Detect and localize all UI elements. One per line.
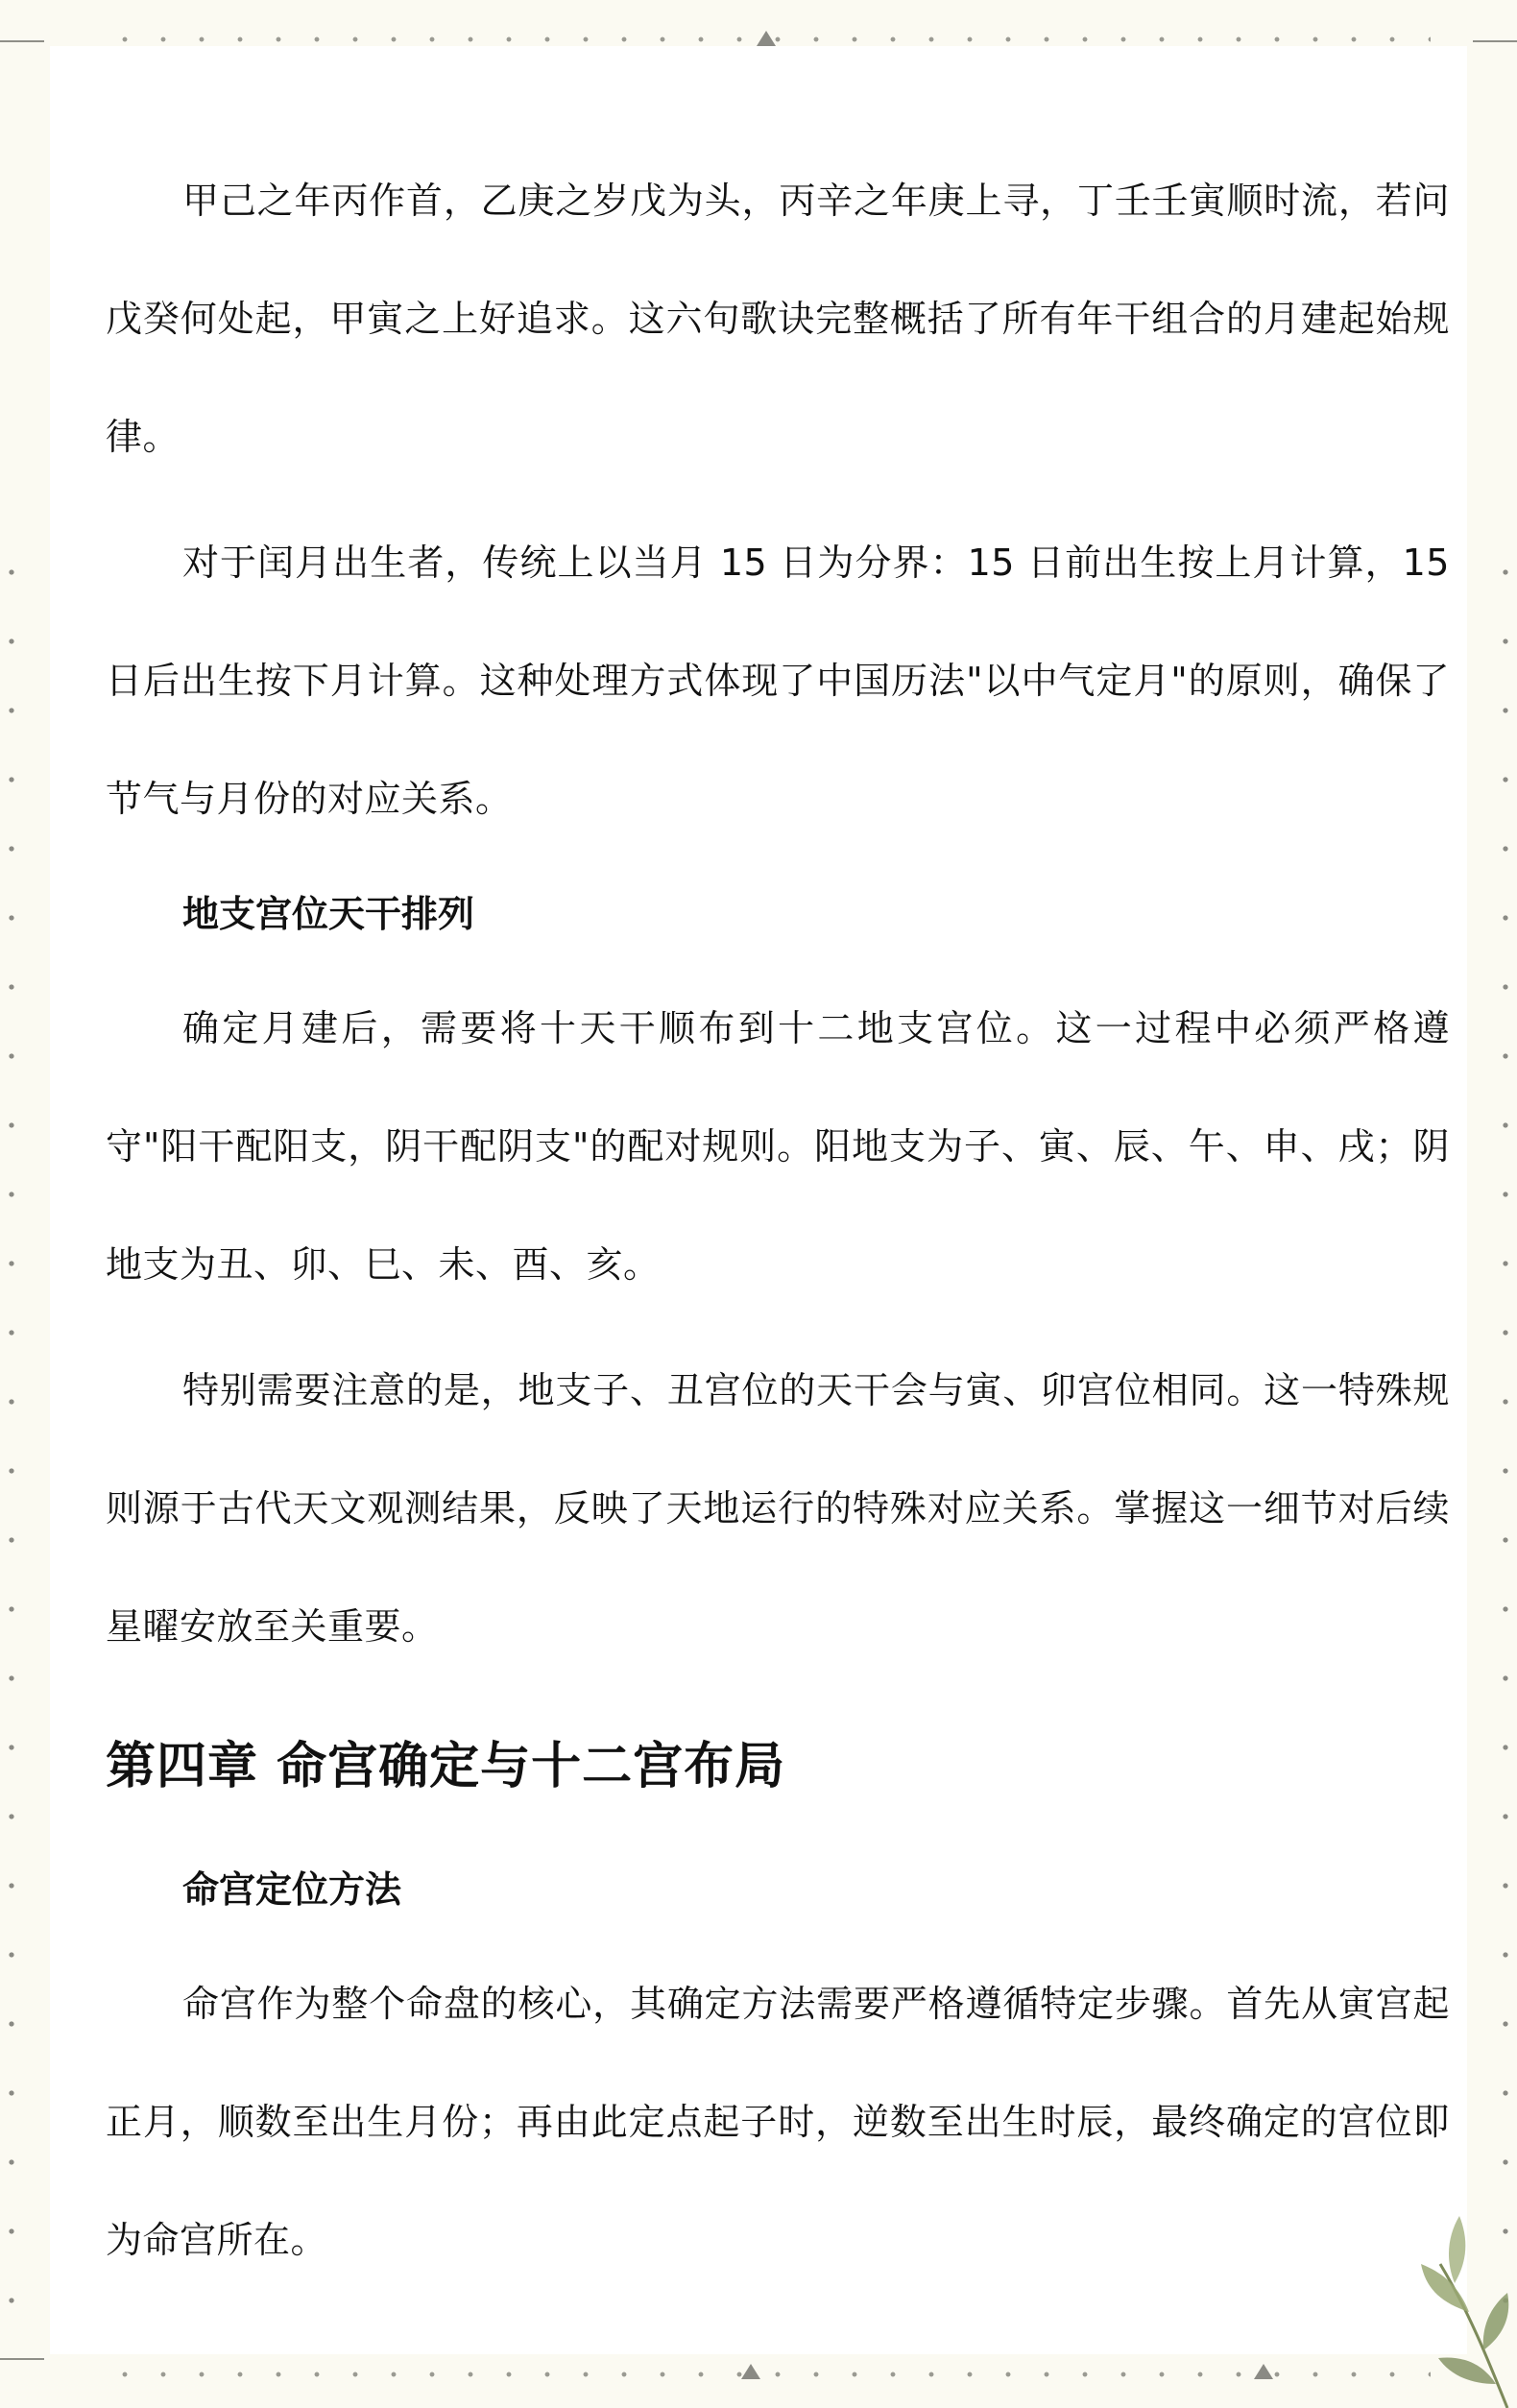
paragraph-leap-month: 对于闰月出生者，传统上以当月 15 日为分界：15 日前出生按上月计算，15 日后出生按下月计算。这种处理方式体现了中国历法"以中气定月"的原则，确保了节气与月份的对应关系。 xyxy=(106,542,1450,820)
bottom-dot-row xyxy=(106,2372,1431,2377)
bottom-triangle-marker xyxy=(741,2364,760,2379)
paragraph-life-palace-method: 命宫作为整个命盘的核心，其确定方法需要严格遵循特定步骤。首先从寅宫起正月，顺数至出生月份；再由此定点起子时，逆数至出生时辰，最终确定的宫位即为命宫所在。 xyxy=(106,1983,1450,2261)
section-heading-branch-stem: 地支宫位天干排列 xyxy=(182,893,475,935)
section-heading-life-palace: 命宫定位方法 xyxy=(182,1868,402,1911)
paragraph-stem-distribution: 确定月建后，需要将十天干顺布到十二地支宫位。这一过程中必须严格遵守"阳干配阳支，阴干配阴支"的配对规则。阳地支为子、寅、辰、午、申、戌；阴地支为丑、卯、巳、未、酉、亥。 xyxy=(106,1007,1450,1286)
top-right-corner-line xyxy=(1473,40,1517,42)
leaf-branch-icon xyxy=(1325,2197,1517,2408)
bottom-triangle-marker-right xyxy=(1254,2364,1273,2379)
left-dot-column xyxy=(8,538,15,2343)
chapter-title: 第四章 命宫确定与十二宫布局 xyxy=(106,1738,786,1795)
right-dot-column xyxy=(1502,538,1509,2343)
top-left-corner-line xyxy=(0,40,44,42)
paragraph-month-rhyme: 甲己之年丙作首，乙庚之岁戊为头，丙辛之年庚上寻，丁壬壬寅顺时流，若问戊癸何处起，甲寅之上好追求。这六句歌诀完整概括了所有年干组合的月建起始规律。 xyxy=(106,180,1450,458)
document-content xyxy=(106,142,1450,2300)
bottom-left-corner-line xyxy=(0,2358,44,2360)
paragraph-special-rule: 特别需要注意的是，地支子、丑宫位的天干会与寅、卯宫位相同。这一特殊规则源于古代天文观测结果，反映了天地运行的特殊对应关系。掌握这一细节对后续星曜安放至关重要。 xyxy=(106,1369,1450,1648)
bottom-border xyxy=(0,2354,1517,2408)
document-page xyxy=(50,46,1467,2354)
top-triangle-marker xyxy=(757,31,776,46)
